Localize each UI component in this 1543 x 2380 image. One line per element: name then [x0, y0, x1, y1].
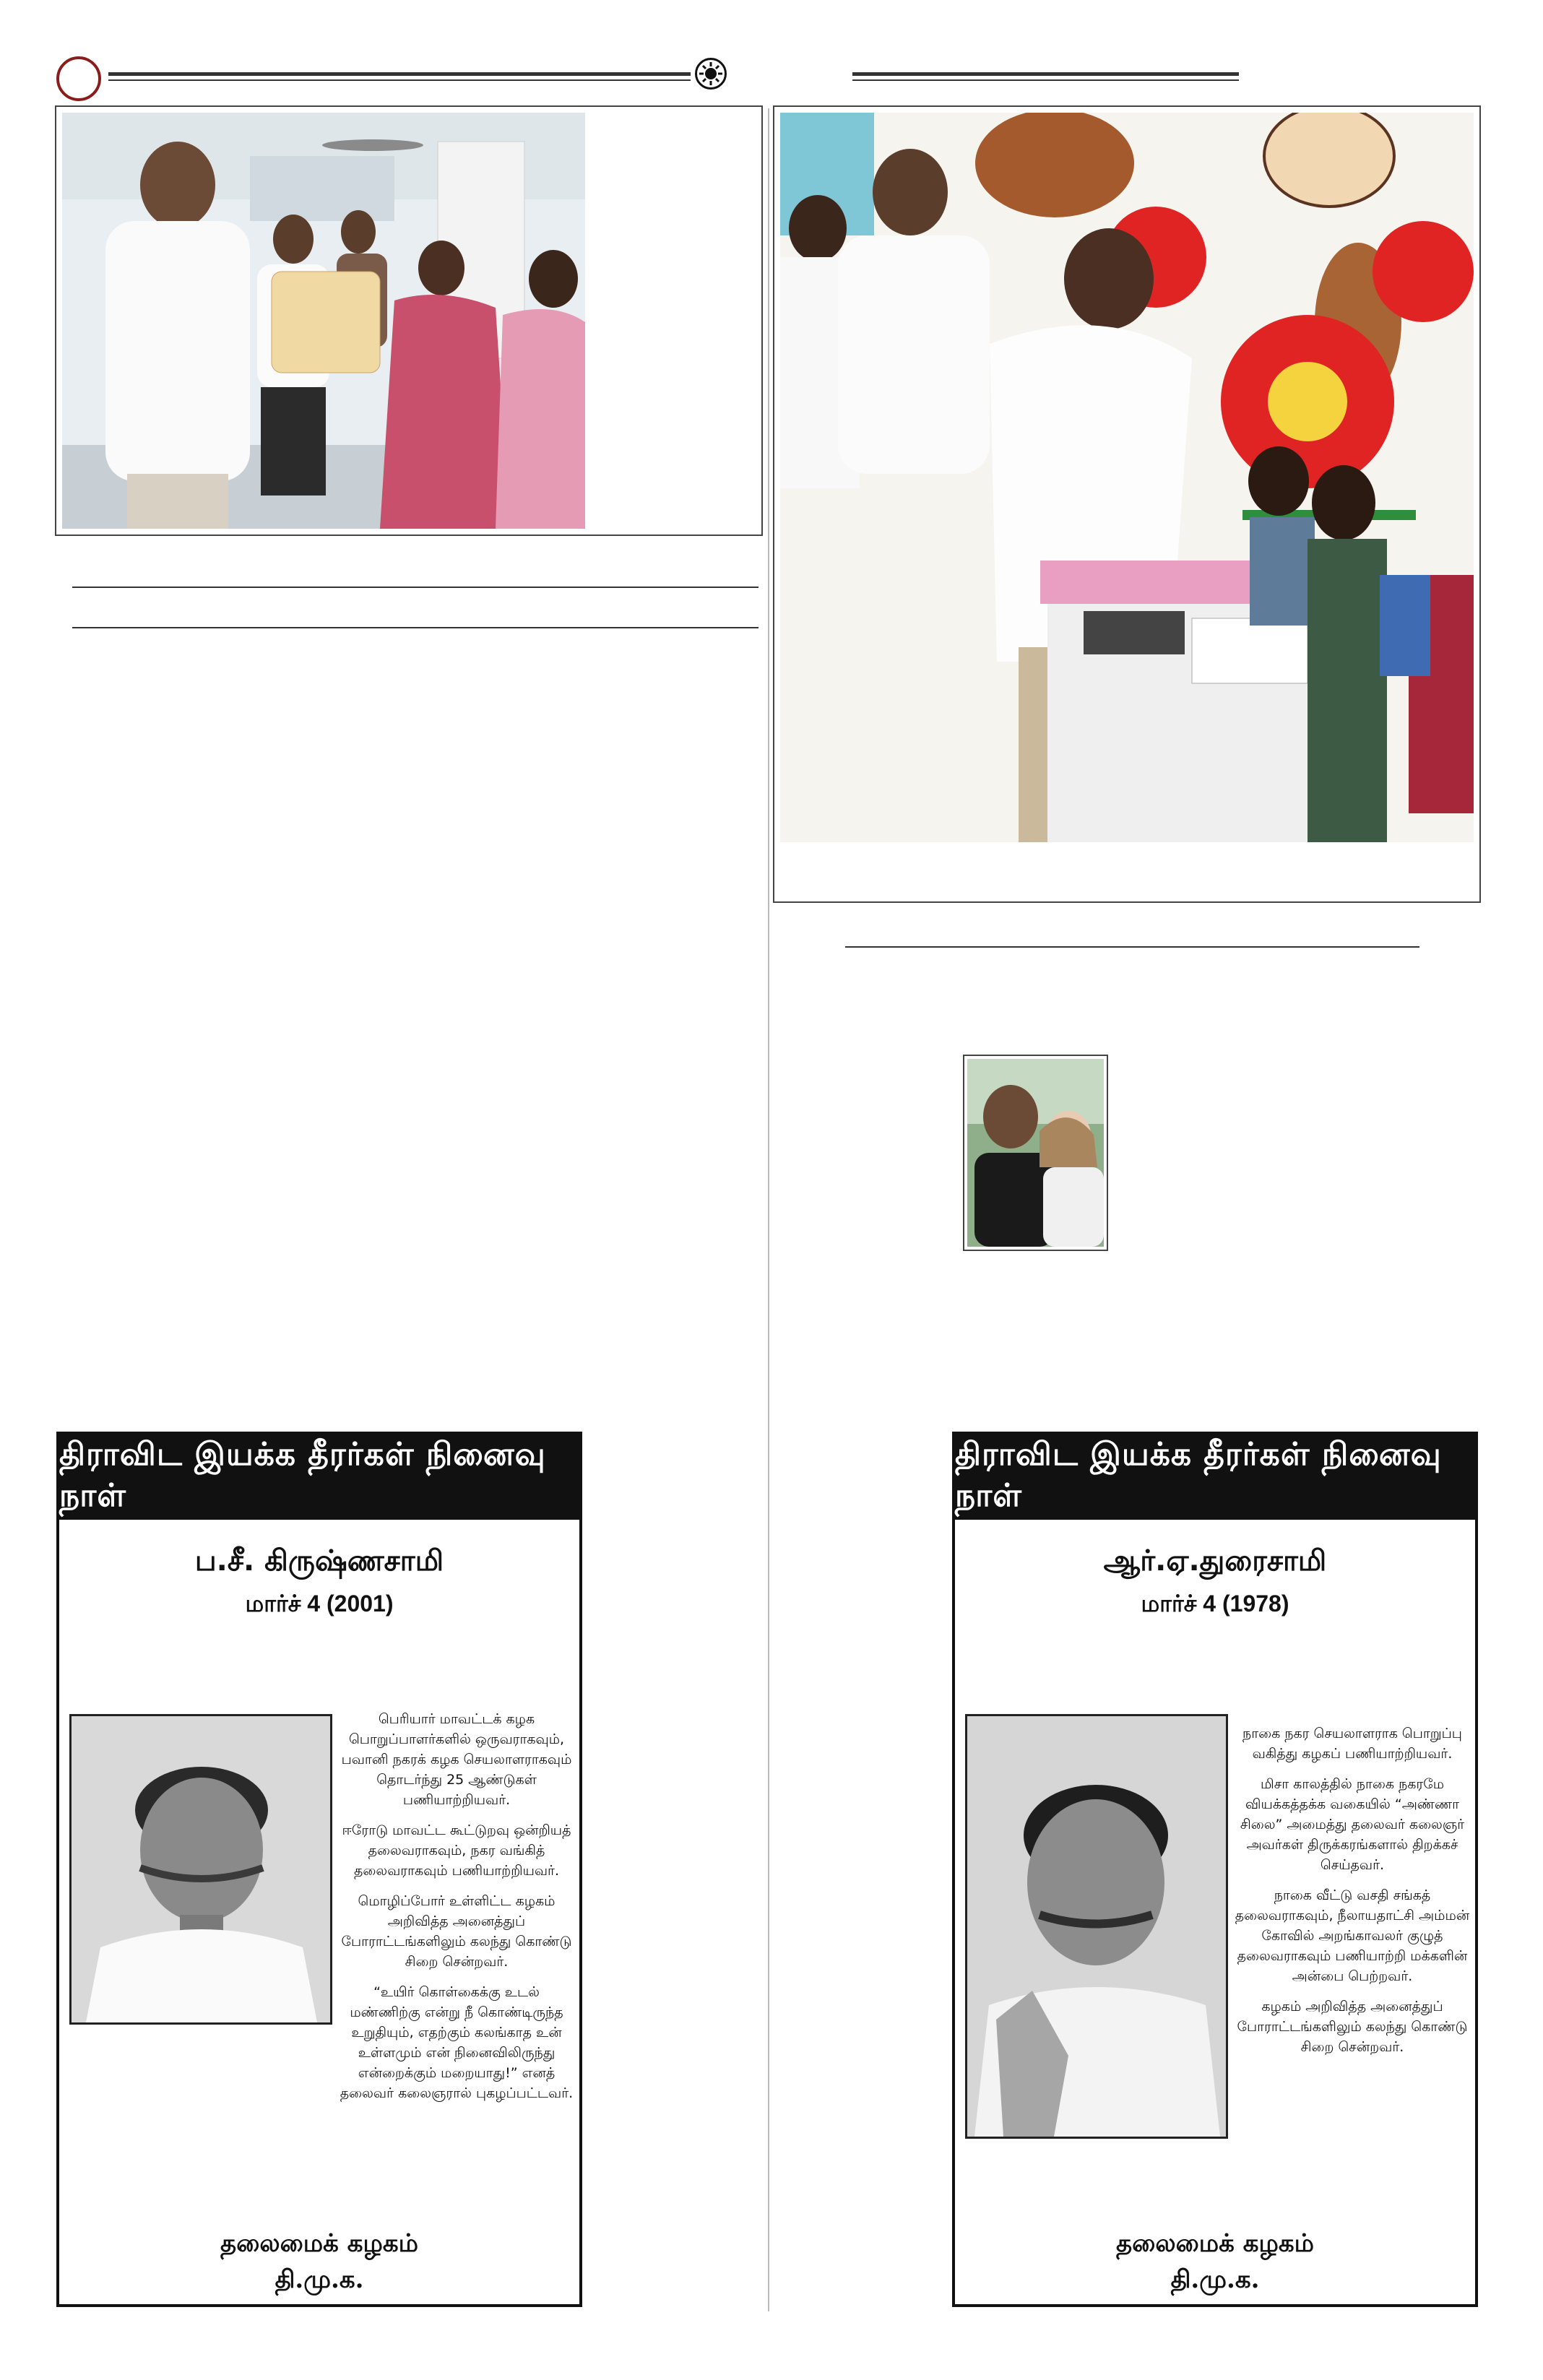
- memorial-name: ஆர்.ஏ.துரைசாமி: [1103, 1544, 1327, 1578]
- bio-paragraph: நாகை நகர செயலாளராக பொறுப்பு வகித்து கழகப் பணியாற்றியவர்.: [1242, 1726, 1462, 1762]
- column-divider: [768, 108, 769, 2311]
- masthead-rule-top: [108, 72, 691, 76]
- memorial-footer-org: தலைமைக் கழகம்: [220, 2229, 418, 2258]
- memorial-footer-org: தலைமைக் கழகம்: [1116, 2229, 1314, 2258]
- left-column-rule-2: [72, 627, 758, 628]
- memorial-bio: [338, 1709, 575, 2113]
- bio-paragraph: நாகை வீட்டு வசதி சங்கத் தலைவராகவும், நீலாயதாட்சி அம்மன் கோவில் அறங்காவலர் குழுத் தலைவராகவும் பணியாற்றி மக்களின் அன்பை பெற்றவர்.: [1235, 1887, 1470, 1984]
- small-portrait-frame: [963, 1055, 1108, 1251]
- memorial-header: திராவிட இயக்க தீரர்கள் நினைவு நாள்: [59, 1435, 579, 1520]
- bio-paragraph: ஈரோடு மாவட்ட கூட்டுறவு ஒன்றியத் தலைவராகவும், நகர வங்கித் தலைவராகவும் பணியாற்றியவர்.: [342, 1822, 571, 1879]
- memorial-name: ப.சீ. கிருஷ்ணசாமி: [194, 1544, 444, 1578]
- bio-paragraph: “உயிர் கொள்கைக்கு உடல் மண்ணிற்கு என்று நீ கொண்டிருந்த உறுதியும், எதற்கும் கலங்காத உன் உள்ளமும் என் நினைவிலிருந்து என்றைக்கும் மறையாது!” எனத் தலைவர் கலைஞரால் புகழப்பட்டவர்.: [340, 1984, 574, 2101]
- left-column-rule-1: [72, 587, 758, 588]
- memorial-card-left: [56, 1432, 582, 2307]
- masthead-rule-bottom: [108, 79, 691, 81]
- masthead-rule-right-top: [852, 72, 1239, 76]
- photo-frame-right: [773, 105, 1481, 903]
- right-column-rule: [845, 946, 1419, 948]
- photo-school-visit: [780, 113, 1474, 842]
- memorial-bio: [1234, 1723, 1471, 2067]
- memorial-portrait: [69, 1714, 332, 2025]
- memorial-date: மார்ச் 4 (1978): [1141, 1591, 1289, 1617]
- bio-paragraph: மிசா காலத்தில் நாகை நகரமே வியக்கத்தக்க வகையில் “அண்ணா சிலை” அமைத்து தலைவர் கலைஞர் அவர்கள் திருக்கரங்களால் திறக்கச் செய்தவர்.: [1240, 1776, 1465, 1873]
- memorial-header: திராவிட இயக்க தீரர்கள் நினைவு நாள்: [955, 1435, 1475, 1520]
- memorial-footer-party: தி.மு.க.: [275, 2265, 364, 2294]
- memorial-footer-party: தி.மு.க.: [1170, 2265, 1260, 2294]
- masthead-rule-right-bottom: [852, 79, 1239, 81]
- memorial-portrait: [965, 1714, 1228, 2139]
- bio-paragraph: மொழிப்போர் உள்ளிட்ட கழகம் அறிவித்த அனைத்துப் போராட்டங்களிலும் கலந்து கொண்டு சிறை சென்றவர்.: [341, 1893, 572, 1970]
- photo-frame-left: [55, 105, 763, 536]
- memorial-card-right: [952, 1432, 1478, 2307]
- sun-emblem-icon: [695, 58, 727, 90]
- small-portrait-photo: [967, 1059, 1104, 1247]
- photo-gift-presentation: [62, 113, 585, 529]
- section-logo-circle: [56, 56, 101, 101]
- bio-paragraph: கழகம் அறிவித்த அனைத்துப் போராட்டங்களிலும் கலந்து கொண்டு சிறை சென்றவர்.: [1237, 1999, 1468, 2055]
- bio-paragraph: பெரியார் மாவட்டக் கழக பொறுப்பாளர்களில் ஒருவராகவும், பவானி நகரக் கழக செயலாளராகவும் தொடர்ந்து 25 ஆண்டுகள் பணியாற்றியவர்.: [341, 1711, 572, 1808]
- memorial-date: மார்ச் 4 (2001): [245, 1591, 394, 1617]
